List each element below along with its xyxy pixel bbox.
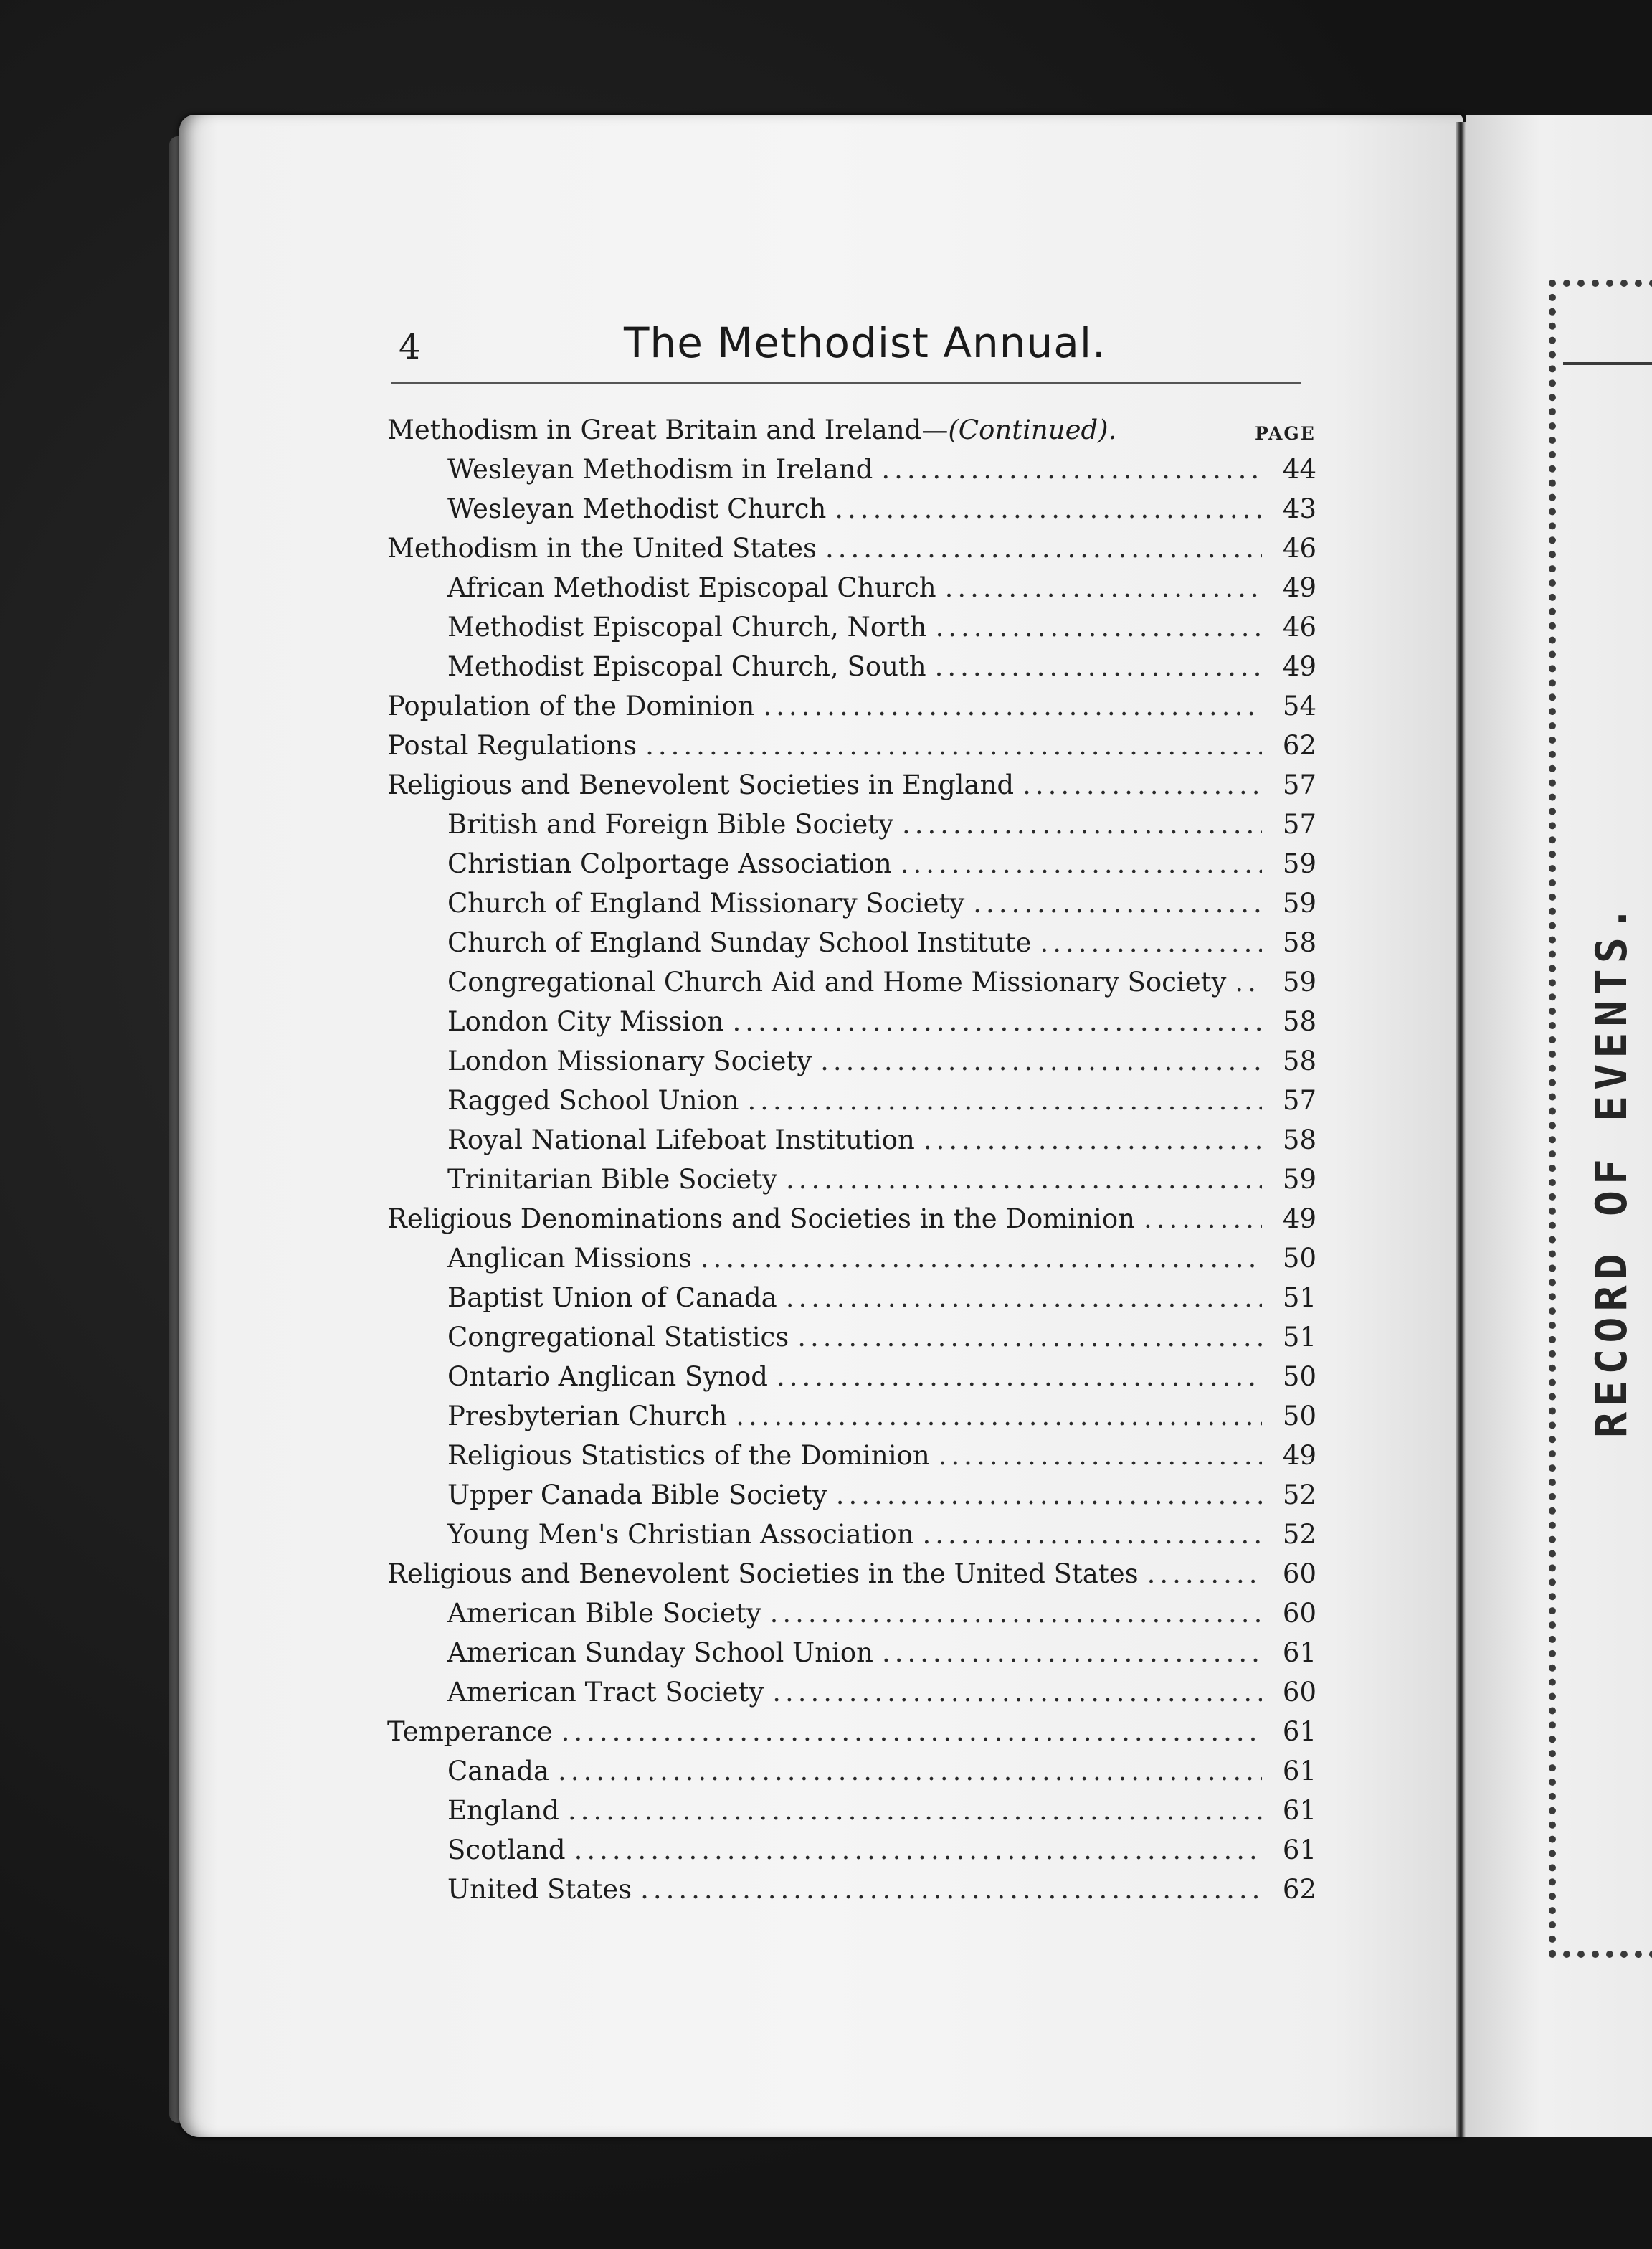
entry-page-number: 59 <box>1282 1164 1316 1195</box>
entry-label <box>387 1436 930 1475</box>
dot-leader <box>786 1278 1262 1317</box>
index-subentry <box>387 962 1319 1002</box>
dot-leader <box>772 1672 1262 1712</box>
index-subentry <box>387 1120 1319 1160</box>
continued-note: (Continued). <box>948 415 1117 445</box>
index-subentry <box>387 1002 1319 1041</box>
entry-label-text: Methodist Episcopal Church, North <box>447 612 927 643</box>
entry-label-text: Trinitarian Bible Society <box>447 1164 778 1195</box>
dot-leader <box>901 844 1262 884</box>
index-subentry <box>387 884 1319 923</box>
index-subentry <box>387 1594 1319 1633</box>
entry-label-text: American Bible Society <box>447 1598 761 1629</box>
dot-leader <box>1040 923 1262 962</box>
entry-label-text: Young Men's Christian Association <box>447 1519 914 1550</box>
dot-leader <box>645 726 1262 765</box>
entry-page-number: 59 <box>1282 888 1316 919</box>
index-subentry <box>387 844 1319 884</box>
entry-label <box>387 686 754 726</box>
index-subentry <box>387 1870 1319 1909</box>
index-entry <box>387 410 1319 450</box>
dot-leader <box>836 1475 1262 1515</box>
entry-label-text: Wesleyan Methodism in Ireland <box>447 454 873 485</box>
entry-label-text: Religious Denominations and Societies in the Dominion <box>387 1203 1135 1234</box>
entry-label <box>387 1278 777 1317</box>
entry-label-text: Temperance <box>387 1716 553 1747</box>
index-subentry <box>387 489 1319 529</box>
entry-page-number: 61 <box>1282 1795 1316 1826</box>
entry-label <box>387 607 927 647</box>
entry-page-number: 58 <box>1282 1006 1316 1037</box>
index-subentry <box>387 607 1319 647</box>
entry-label-text: Postal Regulations <box>387 730 637 761</box>
running-head: The Methodist Annual. <box>624 318 1106 367</box>
entry-page-number: 57 <box>1282 1085 1316 1116</box>
index-entry <box>387 765 1319 805</box>
entry-page-number: 61 <box>1282 1716 1316 1747</box>
entry-page-number: 58 <box>1282 1124 1316 1155</box>
dot-leader <box>945 568 1262 607</box>
entry-label <box>387 1396 727 1436</box>
dot-leader <box>770 1594 1262 1633</box>
entry-page-number: 61 <box>1282 1637 1316 1668</box>
entry-label-text: Church of England Missionary Society <box>447 888 965 919</box>
entry-label-text: Royal National Lifeboat Institution <box>447 1124 915 1155</box>
dot-leader <box>924 1120 1262 1160</box>
entry-page-number: 52 <box>1282 1479 1316 1510</box>
entry-label <box>387 726 637 765</box>
index-subentry <box>387 1041 1319 1081</box>
entry-page-number: 57 <box>1282 809 1316 840</box>
entry-label-text: Religious Statistics of the Dominion <box>447 1440 930 1471</box>
dot-leader <box>935 647 1262 686</box>
dot-leader <box>882 1633 1262 1672</box>
entry-label <box>387 1081 739 1120</box>
dot-leader <box>777 1357 1262 1396</box>
dot-leader <box>763 686 1262 726</box>
dot-leader <box>939 1436 1262 1475</box>
dot-leader <box>973 884 1262 923</box>
dot-leader <box>568 1791 1262 1830</box>
entry-label-text: Upper Canada Bible Society <box>447 1479 827 1510</box>
index-entry <box>387 1712 1319 1751</box>
entry-label-text: Religious and Benevolent Societies in England <box>387 770 1015 800</box>
entry-page-number: 49 <box>1282 651 1316 682</box>
entry-label-text: Anglican Missions <box>447 1243 692 1274</box>
entry-page-number: 49 <box>1282 1440 1316 1471</box>
entry-label <box>387 568 936 607</box>
index-entry <box>387 686 1319 726</box>
entry-page-number: 46 <box>1282 612 1316 643</box>
entry-label-text: Church of England Sunday School Institute <box>447 927 1032 958</box>
entry-label-text: Ontario Anglican Synod <box>447 1361 768 1392</box>
index-subentry <box>387 923 1319 962</box>
entry-page-number: 61 <box>1282 1834 1316 1865</box>
dot-leader <box>1147 1554 1262 1594</box>
entry-label-text: African Methodist Episcopal Church <box>447 572 936 603</box>
entry-label <box>387 1712 553 1751</box>
entry-label-text: Baptist Union of Canada <box>447 1282 777 1313</box>
entry-label <box>387 884 964 923</box>
entry-label <box>387 410 1116 450</box>
entry-page-number: 51 <box>1282 1282 1316 1313</box>
header-rule <box>391 382 1301 384</box>
entry-page-number: 62 <box>1282 1874 1316 1905</box>
index-subentry <box>387 647 1319 686</box>
index-subentry <box>387 1239 1319 1278</box>
entry-label-text: England <box>447 1795 559 1826</box>
entry-label-text: American Tract Society <box>447 1677 764 1708</box>
dot-leader <box>786 1160 1262 1199</box>
facing-page-title: RECORD OF EVENTS. <box>1587 899 1637 1439</box>
entry-page-number: 49 <box>1282 1203 1316 1234</box>
entry-label <box>387 1830 566 1870</box>
entry-label-text: Ragged School Union <box>447 1085 739 1116</box>
index-subentry <box>387 1081 1319 1120</box>
entry-label <box>387 1554 1139 1594</box>
index-entry <box>387 726 1319 765</box>
dot-leader <box>1022 765 1262 805</box>
entry-label-text: American Sunday School Union <box>447 1637 874 1668</box>
entry-label-text: Wesleyan Methodist Church <box>447 493 827 524</box>
entry-page-number: 44 <box>1282 454 1316 485</box>
entry-label <box>387 1041 812 1081</box>
page-number: 4 <box>399 327 421 367</box>
entry-page-number: 50 <box>1282 1401 1316 1431</box>
entry-label <box>387 1475 827 1515</box>
index-subentry <box>387 1672 1319 1712</box>
entry-page-number: 50 <box>1282 1361 1316 1392</box>
entry-page-number: 60 <box>1282 1558 1316 1589</box>
dot-leader <box>902 805 1262 844</box>
dot-leader <box>797 1317 1262 1357</box>
index-subentry <box>387 1751 1319 1791</box>
entry-label-text: British and Foreign Bible Society <box>447 809 893 840</box>
entry-page-number: 62 <box>1282 730 1316 761</box>
entry-label <box>387 1239 692 1278</box>
entry-label-text: Religious and Benevolent Societies in the United States <box>387 1558 1139 1589</box>
entry-label <box>387 1672 764 1712</box>
entry-page-number: 49 <box>1282 572 1316 603</box>
index-subentry <box>387 450 1319 489</box>
entry-label <box>387 647 926 686</box>
index-entry <box>387 1199 1319 1239</box>
dot-leader <box>923 1515 1262 1554</box>
entry-page-number: 61 <box>1282 1756 1316 1786</box>
entry-label-text: London City Mission <box>447 1006 724 1037</box>
index-subentry <box>387 1396 1319 1436</box>
dot-leader <box>1235 962 1262 1002</box>
entry-label <box>387 1002 724 1041</box>
entry-label <box>387 1120 915 1160</box>
index-subentry <box>387 1633 1319 1672</box>
entry-page-number: 58 <box>1282 927 1316 958</box>
index-subentry <box>387 1278 1319 1317</box>
index-subentry <box>387 1791 1319 1830</box>
entry-page-number: 60 <box>1282 1677 1316 1708</box>
entry-label <box>387 1870 632 1909</box>
entry-page-number: 54 <box>1282 691 1316 721</box>
entry-label-text: Canada <box>447 1756 550 1786</box>
entry-label-text: Christian Colportage Association <box>447 848 892 879</box>
index-subentry <box>387 568 1319 607</box>
dot-leader <box>640 1870 1262 1909</box>
index-subentry <box>387 1830 1319 1870</box>
entry-page-number: 60 <box>1282 1598 1316 1629</box>
entry-label <box>387 923 1031 962</box>
index-list <box>387 410 1319 1909</box>
index-subentry <box>387 1436 1319 1475</box>
entry-label <box>387 1633 873 1672</box>
entry-label <box>387 805 893 844</box>
dot-leader <box>736 1396 1262 1436</box>
entry-label <box>387 529 817 568</box>
entry-page-number: 59 <box>1282 967 1316 998</box>
page-column-label: PAGE <box>1255 423 1316 444</box>
index-subentry <box>387 1357 1319 1396</box>
dot-leader <box>820 1041 1262 1081</box>
entry-label-text: Methodism in Great Britain and Ireland— <box>387 415 949 445</box>
entry-label <box>387 1751 549 1791</box>
entry-page-number: 52 <box>1282 1519 1316 1550</box>
entry-page-number: 50 <box>1282 1243 1316 1274</box>
index-subentry <box>387 1160 1319 1199</box>
entry-label <box>387 962 1226 1002</box>
dot-leader <box>825 529 1262 568</box>
entry-label-text: United States <box>447 1874 632 1905</box>
entry-label <box>387 1515 914 1554</box>
dot-leader <box>701 1239 1262 1278</box>
entry-label <box>387 1791 559 1830</box>
entry-label-text: Population of the Dominion <box>387 691 755 721</box>
dot-leader <box>936 607 1262 647</box>
index-subentry <box>387 805 1319 844</box>
entry-page-number: 51 <box>1282 1322 1316 1353</box>
dot-leader <box>561 1712 1262 1751</box>
index-subentry <box>387 1317 1319 1357</box>
entry-label <box>387 844 892 884</box>
dot-leader <box>835 489 1262 529</box>
entry-label <box>387 1317 789 1357</box>
entry-label <box>387 1357 768 1396</box>
entry-label-text: Methodist Episcopal Church, South <box>447 651 926 682</box>
entry-label <box>387 1199 1135 1239</box>
index-entry <box>387 529 1319 568</box>
entry-page-number: 59 <box>1282 848 1316 879</box>
entry-label-text: Presbyterian Church <box>447 1401 728 1431</box>
entry-label <box>387 450 873 489</box>
entry-page-number: 46 <box>1282 533 1316 564</box>
index-entry <box>387 1554 1319 1594</box>
dot-leader <box>574 1830 1262 1870</box>
index-subentry <box>387 1475 1319 1515</box>
entry-page-number: 57 <box>1282 770 1316 800</box>
entry-label <box>387 489 826 529</box>
dot-leader <box>747 1081 1262 1120</box>
entry-label-text: Congregational Statistics <box>447 1322 789 1353</box>
entry-label-text: Congregational Church Aid and Home Missionary Society <box>447 967 1227 998</box>
entry-page-number: 43 <box>1282 493 1316 524</box>
entry-label <box>387 765 1014 805</box>
index-subentry <box>387 1515 1319 1554</box>
entry-label <box>387 1594 761 1633</box>
dot-leader <box>558 1751 1262 1791</box>
entry-label-text: Methodism in the United States <box>387 533 817 564</box>
dot-leader <box>733 1002 1262 1041</box>
dot-leader <box>881 450 1262 489</box>
entry-label <box>387 1160 777 1199</box>
entry-label-text: Scotland <box>447 1834 566 1865</box>
book-gutter <box>1456 122 1466 2137</box>
dot-leader <box>1144 1199 1262 1239</box>
entry-label-text: London Missionary Society <box>447 1046 812 1076</box>
entry-page-number: 58 <box>1282 1046 1316 1076</box>
facing-page-rule <box>1563 362 1652 365</box>
